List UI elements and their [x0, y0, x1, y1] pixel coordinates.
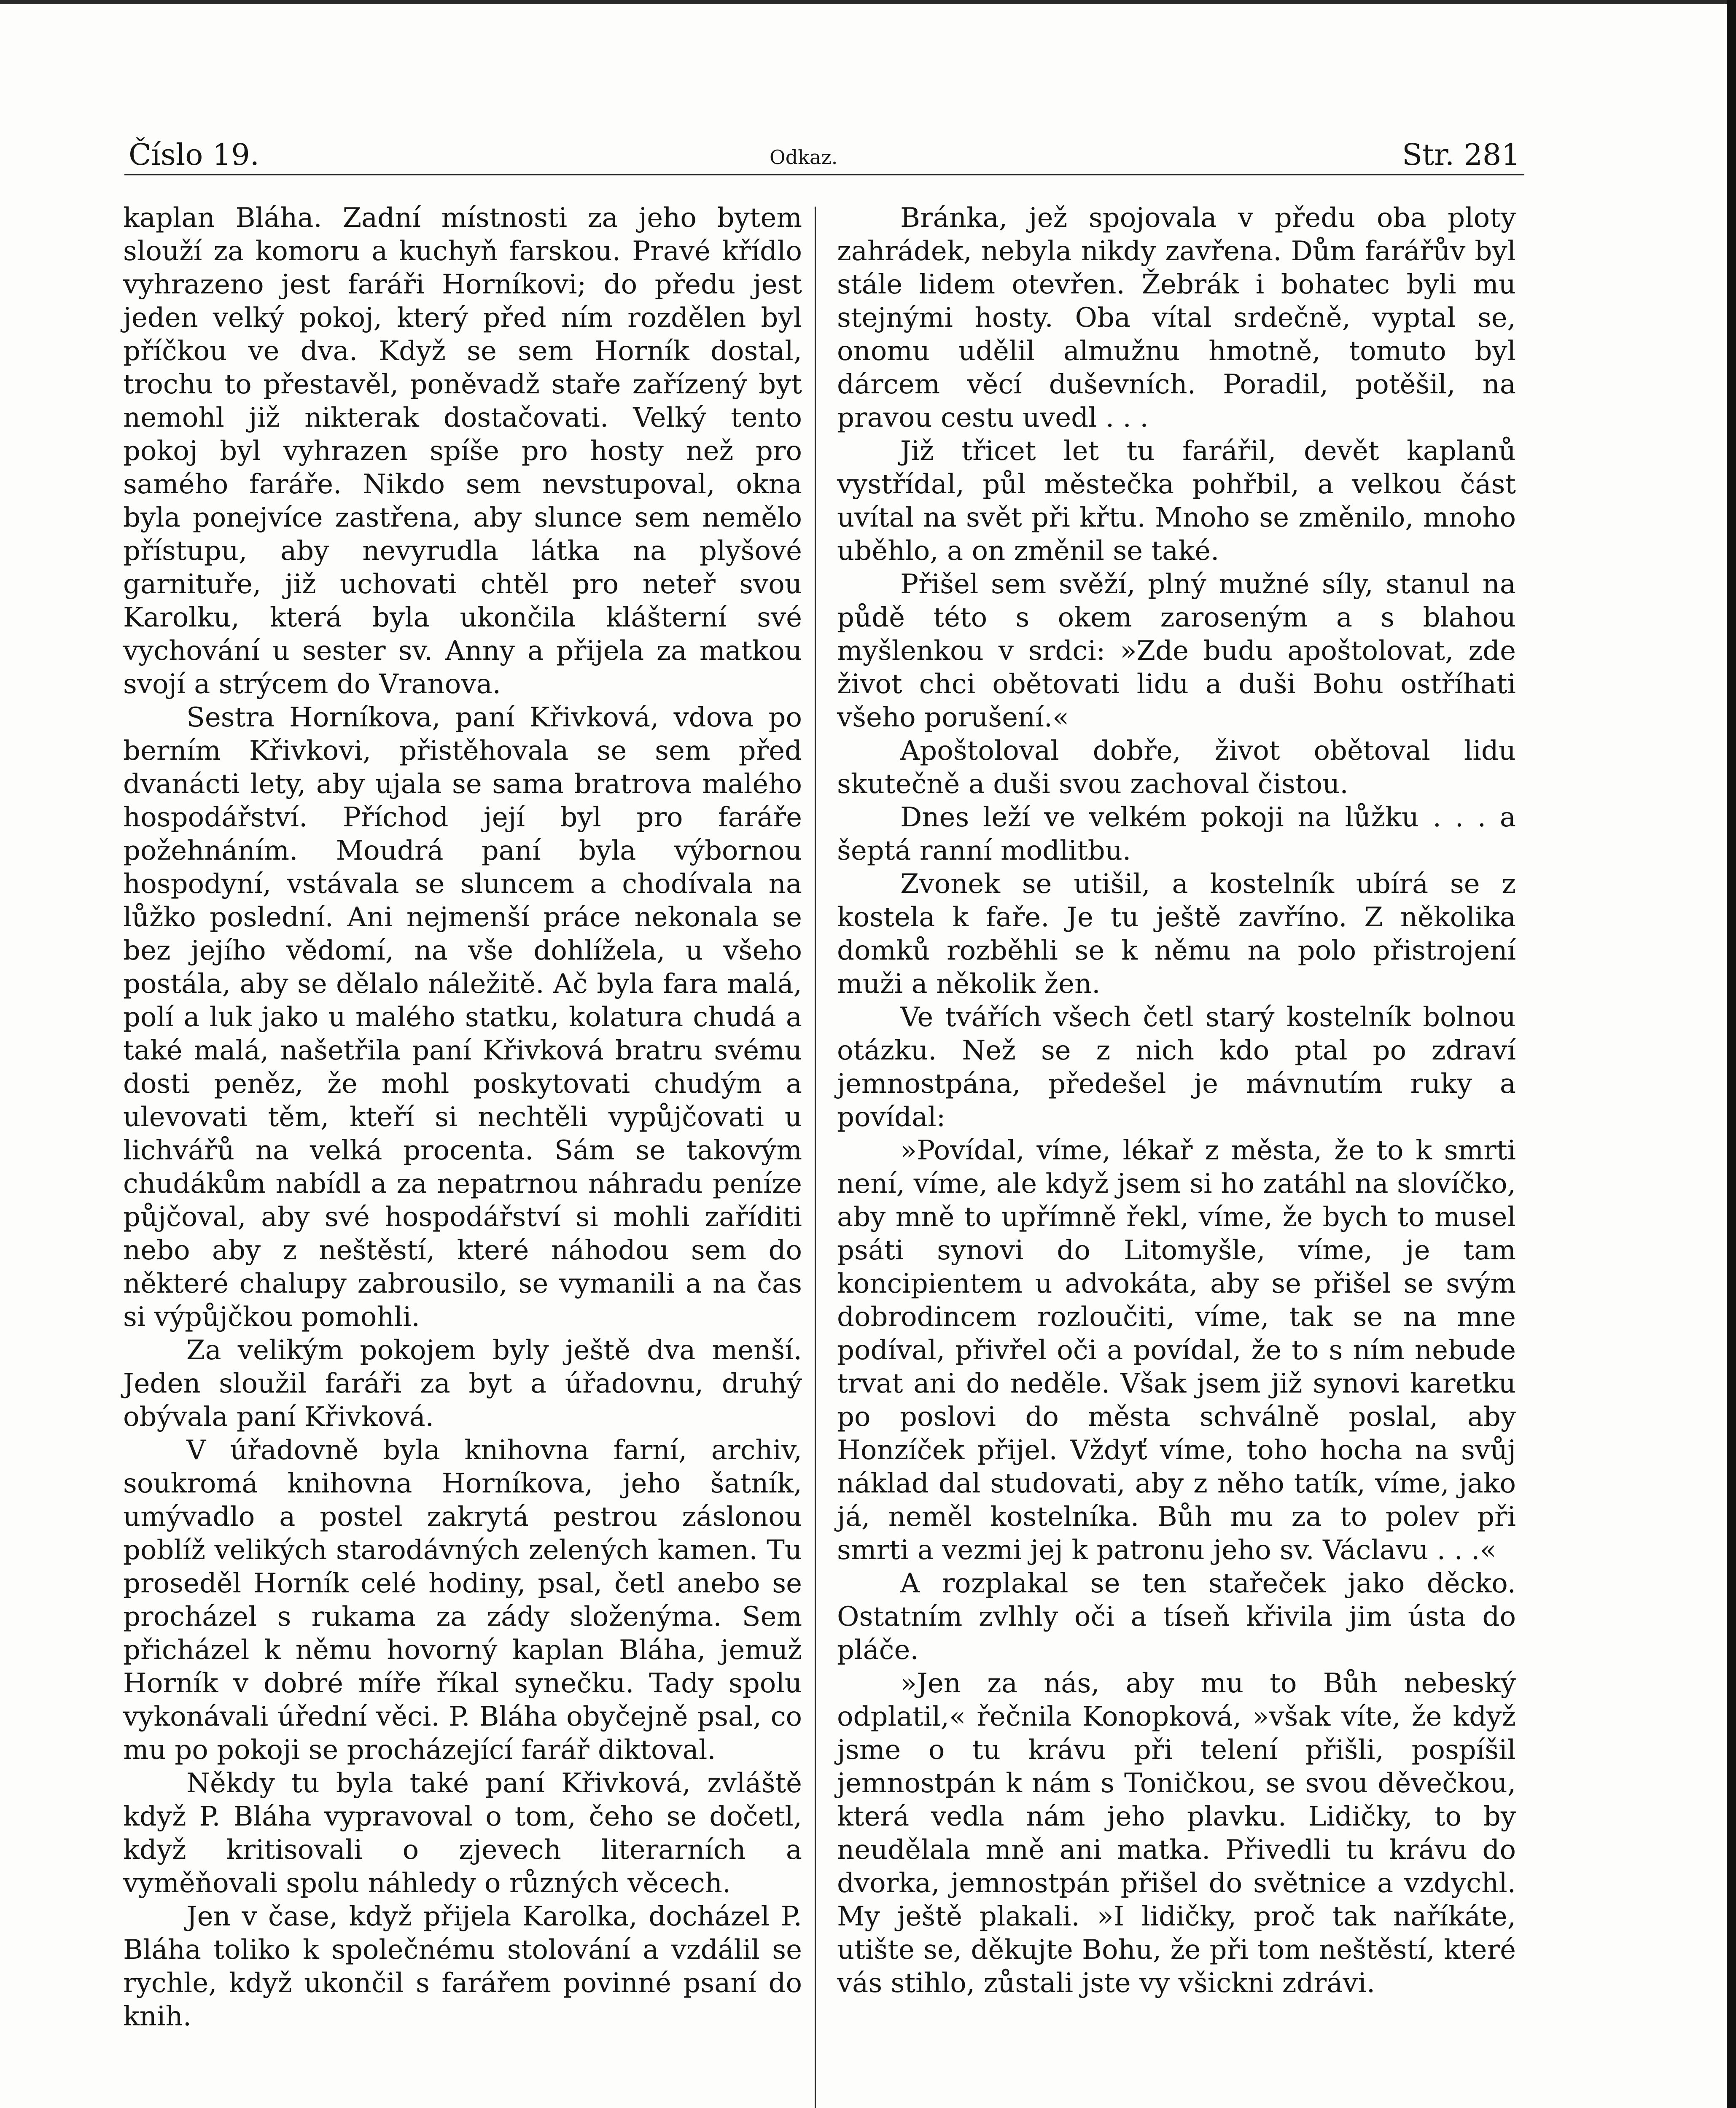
- paragraph: »Povídal, víme, lékař z města, že to k smrti není, víme, ale když jsem si ho zatáhl na slovíčko, aby mně to upřímně řekl, víme, že bych to musel psáti synovi do Litomyšle, víme, je tam koncipientem u advokáta, aby se přišel se svým dobrodincem rozloučiti, víme, tak se na mne podíval, přivřel oči a povídal, že to s ním nebude trvat ani do neděle. Však jsem již synovi karetku po poslovi do města schválně poslal, aby Honzíček přijel. Vždyť víme, toho hocha na svůj náklad dal studovati, aby z něho tatík, víme, jako já, neměl kostelníka. Bůh mu za to polev při smrti a vezmi jej k patronu jeho sv. Václavu . . .«: [837, 1135, 1516, 1566]
- paragraph: V úřadovně byla knihovna farní, archiv, soukromá knihovna Horníkova, jeho šatník, umývadlo a postel zakrytá pestrou záslonou poblíž velikých starodávných zelených kamen. Tu proseděl Horník celé hodiny, psal, četl anebo se procházel s rukama za zády složenýma. Sem přicházel k němu hovorný kaplan Bláha, jemuž Horník v dobré míře říkal synečku. Tady spolu vykonávali úřední věci. P. Bláha obyčejně psal, co mu po pokoji se procházející farář diktoval.: [123, 1435, 802, 1766]
- header-rule: [124, 174, 1524, 175]
- running-header: [129, 126, 1520, 172]
- column-divider: [815, 207, 816, 2108]
- paragraph: Přišel sem svěží, plný mužné síly, stanul na půdě této s okem zaroseným a s blahou myšlenkou v srdci: »Zde budu apoštolovat, zde život chci obětovati lidu a duši Bohu ostříhati všeho porušení.«: [837, 569, 1516, 733]
- paragraph: Dnes leží ve velkém pokoji na lůžku . . . a šeptá ranní modlitbu.: [837, 802, 1516, 866]
- paragraph: Již třicet let tu farářil, devět kaplanů vystřídal, půl městečka pohřbil, a velkou část uvítal na svět při křtu. Mnoho se změnilo, mnoho uběhlo, a on změnil se také.: [837, 436, 1516, 567]
- paragraph: Ve tvářích všech četl starý kostelník bolnou otázku. Než se z nich kdo ptal po zdraví jemnostpána, předešel je mávnutím ruky a povídal:: [837, 1002, 1516, 1133]
- left-column: [123, 202, 802, 2033]
- journal-title: Odkaz.: [770, 146, 838, 169]
- paragraph: Za velikým pokojem byly ještě dva menší. Jeden sloužil faráři za byt a úřadovnu, druhý obývala paní Křivková.: [123, 1335, 802, 1433]
- paragraph: Apoštoloval dobře, život obětoval lidu skutečně a duši svou zachoval čistou.: [837, 735, 1516, 800]
- paragraph: A rozplakal se ten stařeček jako děcko. Ostatním zvlhly oči a tíseň křivila jim ústa do pláče.: [837, 1568, 1516, 1666]
- scan-edge-right: [1727, 0, 1736, 2108]
- scan-edge-top: [0, 0, 1736, 4]
- paragraph: Bránka, jež spojovala v předu oba ploty zahrádek, nebyla nikdy zavřena. Dům farářův byl stále lidem otevřen. Žebrák i bohatec byli mu stejnými hosty. Oba vítal srdečně, vyptal se, onomu udělil almužnu hmotně, tomuto byl dárcem věcí duševních. Poradil, potěšil, na pravou cestu uvedl . . .: [837, 202, 1516, 433]
- right-column: [837, 202, 1516, 2000]
- paragraph: Zvonek se utišil, a kostelník ubírá se z kostela k faře. Je tu ještě zavříno. Z několika domků rozběhli se k němu na polo přistrojení muži a několik žen.: [837, 868, 1516, 1000]
- page-number: Str. 281: [1402, 137, 1520, 172]
- paragraph: »Jen za nás, aby mu to Bůh nebeský odplatil,« řečnila Konopková, »však víte, že když jsme o tu krávu při telení přišli, pospíšil jemnostpán k nám s Toničkou, se svou děvečkou, která vedla nám jeho plavku. Lidičky, to by neudělala mně ani matka. Přivedli tu krávu do dvorka, jemnostpán přišel do světnice a vzdychl. My ještě plakali. »I lidičky, proč tak naříkáte, utište se, děkujte Bohu, že při tom neštěstí, které vás stihlo, zůstali jste vy všickni zdrávi.: [837, 1668, 1516, 1999]
- paragraph: kaplan Bláha. Zadní místnosti za jeho bytem slouží za komoru a kuchyň farskou. Pravé křídlo vyhrazeno jest faráři Horníkovi; do předu jest jeden velký pokoj, který před ním rozdělen byl příčkou ve dva. Když se sem Horník dostal, trochu to přestavěl, poněvadž staře zařízený byt nemohl již nikterak dostačovati. Velký tento pokoj byl vyhrazen spíše pro hosty než pro samého faráře. Nikdo sem nevstupoval, okna byla ponejvíce zastřena, aby slunce sem nemělo přístupu, aby nevyrudla látka na plyšové garnituře, již uchovati chtěl pro neteř svou Karolku, která byla ukončila klášterní své vychování u sester sv. Anny a přijela za matkou svojí a strýcem do Vranova.: [123, 202, 802, 700]
- paragraph: Někdy tu byla také paní Křivková, zvláště když P. Bláha vypravoval o tom, čeho se dočetl, když kritisovali o zjevech literarních a vyměňovali spolu náhledy o různých věcech.: [123, 1768, 802, 1899]
- paragraph: Sestra Horníkova, paní Křivková, vdova po berním Křivkovi, přistěhovala se sem před dvanácti lety, aby ujala se sama bratrova malého hospodářství. Příchod její byl pro faráře požehnáním. Moudrá paní byla výbornou hospodyní, vstávala se sluncem a chodívala na lůžko poslední. Ani nejmenší práce nekonala se bez jejího vědomí, na vše dohlížela, u všeho postála, aby se dělalo náležitě. Ač byla fara malá, polí a luk jako u malého statku, kolatura chudá a také malá, našetřila paní Křivková bratru svému dosti peněz, že mohl poskytovati chudým a ulevovati těm, kteří si nechtěli vypůjčovati u lichvářů na velká procenta. Sám se takovým chudákům nabídl a za nepatrnou náhradu peníze půjčoval, aby své hospodářství si mohli zaříditi nebo aby z neštěstí, které náhodou sem do některé chalupy zabrousilo, se vymanili a na čas si výpůjčkou pomohli.: [123, 702, 802, 1333]
- paragraph: Jen v čase, když přijela Karolka, docházel P. Bláha toliko k společnému stolování a vzdálil se rychle, když ukončil s farářem povinné psaní do knih.: [123, 1901, 802, 2032]
- issue-number: Číslo 19.: [129, 137, 259, 172]
